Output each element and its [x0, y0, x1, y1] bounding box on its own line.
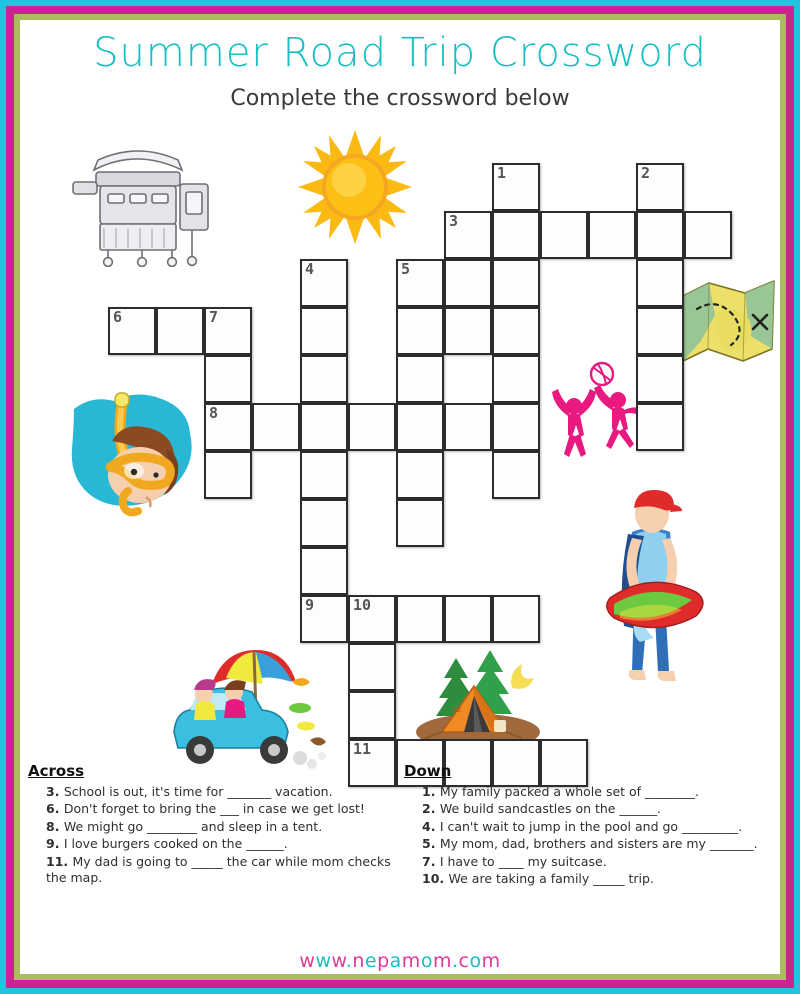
- cell-number: 6: [113, 308, 123, 326]
- grid-cell[interactable]: [540, 211, 588, 259]
- down-clue-5: [422, 836, 772, 853]
- footer-char: w: [315, 950, 332, 972]
- grid-cell-numbered-3[interactable]: [444, 211, 492, 259]
- down-clue-7: [422, 854, 772, 871]
- grid-cell[interactable]: [396, 355, 444, 403]
- grid-cell-numbered-6[interactable]: [108, 307, 156, 355]
- grid-cell[interactable]: [492, 451, 540, 499]
- grid-cell-numbered-8[interactable]: [204, 403, 252, 451]
- footer-char: o: [469, 950, 482, 972]
- across-column: [28, 762, 396, 889]
- grid-cell-numbered-9[interactable]: [300, 595, 348, 643]
- grid-cell[interactable]: [444, 307, 492, 355]
- grid-cell[interactable]: [300, 451, 348, 499]
- cell-number: 1: [497, 164, 507, 182]
- cell-number: 2: [641, 164, 651, 182]
- footer-char: c: [458, 950, 470, 972]
- across-clue-6: [46, 801, 396, 818]
- clue-number: 1.: [422, 783, 440, 799]
- grid-cell[interactable]: [444, 259, 492, 307]
- grid-cell[interactable]: [396, 403, 444, 451]
- clue-text: I can't wait to jump in the pool and go _________.: [439, 818, 743, 834]
- page-subtitle: Complete the crossword below: [230, 86, 570, 111]
- footer-char: w: [331, 950, 346, 972]
- clue-number: 10.: [422, 871, 449, 887]
- footer-char: e: [364, 950, 378, 972]
- grid-cell[interactable]: [396, 595, 444, 643]
- down-column: [404, 762, 772, 889]
- grid-cell[interactable]: [396, 499, 444, 547]
- footer-char: p: [377, 950, 390, 972]
- across-clue-list: [28, 784, 396, 887]
- cell-number: 10: [353, 596, 372, 614]
- clue-text: My dad is going to _____ the car while mom checks the map.: [46, 853, 391, 886]
- footer-url[interactable]: [20, 950, 780, 972]
- grid-cell[interactable]: [300, 547, 348, 595]
- grid-cell[interactable]: [492, 595, 540, 643]
- grid-cell[interactable]: [636, 211, 684, 259]
- clue-number: 6.: [46, 801, 64, 817]
- clue-text: My family packed a whole set of ________.: [439, 783, 700, 799]
- grid-cell[interactable]: [300, 307, 348, 355]
- clue-text: School is out, it's time for _______ vacation.: [63, 783, 333, 799]
- footer-char: .: [451, 950, 459, 972]
- svg-text:zz: zz: [452, 705, 462, 715]
- footer-char: n: [352, 950, 365, 972]
- grid-cell[interactable]: [396, 307, 444, 355]
- grid-cell[interactable]: [300, 355, 348, 403]
- clue-number: 3.: [46, 783, 64, 799]
- cell-number: 4: [305, 260, 315, 278]
- footer-char: .: [345, 950, 353, 972]
- down-clue-2: [422, 801, 772, 818]
- grid-cell-numbered-2[interactable]: [636, 163, 684, 211]
- grid-cell[interactable]: [636, 355, 684, 403]
- grid-cell[interactable]: [348, 691, 396, 739]
- grid-cell[interactable]: [348, 403, 396, 451]
- grid-cell[interactable]: [300, 499, 348, 547]
- clue-number: 8.: [46, 818, 64, 834]
- clue-number: 5.: [422, 836, 440, 852]
- clue-number: 9.: [46, 836, 64, 852]
- down-clue-4: [422, 819, 772, 836]
- clue-text: We are taking a family _____ trip.: [448, 871, 654, 887]
- clue-text: Don't forget to bring the ___ in case we get lost!: [63, 801, 365, 817]
- grid-cell[interactable]: [492, 307, 540, 355]
- grid-cell[interactable]: [492, 259, 540, 307]
- clue-number: 2.: [422, 801, 440, 817]
- grid-cell-numbered-1[interactable]: [492, 163, 540, 211]
- grid-cell[interactable]: [636, 259, 684, 307]
- grid-cell[interactable]: [636, 403, 684, 451]
- down-heading: Down: [404, 762, 452, 780]
- grid-cell[interactable]: [204, 355, 252, 403]
- cell-number: 9: [305, 596, 315, 614]
- clue-number: 11.: [46, 853, 73, 869]
- grid-cell-numbered-4[interactable]: [300, 259, 348, 307]
- grid-cell[interactable]: [156, 307, 204, 355]
- page-title: Summer Road Trip Crossword: [93, 30, 707, 76]
- grid-cell[interactable]: [444, 403, 492, 451]
- across-clue-11: [46, 854, 396, 887]
- grid-cell[interactable]: [684, 211, 732, 259]
- clue-text: I love burgers cooked on the ______.: [63, 836, 288, 852]
- clue-text: We build sandcastles on the ______.: [439, 801, 661, 817]
- across-clue-8: [46, 819, 396, 836]
- grid-cell[interactable]: [252, 403, 300, 451]
- cell-number: 5: [401, 260, 411, 278]
- grid-cell-numbered-7[interactable]: [204, 307, 252, 355]
- grid-cell-numbered-5[interactable]: [396, 259, 444, 307]
- cell-number: 11: [353, 740, 372, 758]
- clue-number: 7.: [422, 853, 440, 869]
- down-clue-1: [422, 784, 772, 801]
- grid-cell[interactable]: [492, 403, 540, 451]
- across-clue-9: [46, 836, 396, 853]
- grid-cell[interactable]: [492, 211, 540, 259]
- footer-char: a: [389, 950, 402, 972]
- footer-char: m: [481, 950, 501, 972]
- down-clue-list: [404, 784, 772, 888]
- clue-text: My mom, dad, brothers and sisters are my _______.: [439, 836, 758, 852]
- grid-cell[interactable]: [492, 355, 540, 403]
- grid-cell-numbered-10[interactable]: [348, 595, 396, 643]
- across-clue-3: [46, 784, 396, 801]
- clue-text: I have to ____ my suitcase.: [439, 853, 607, 869]
- worksheet-content: [20, 20, 780, 974]
- grid-cell[interactable]: [588, 211, 636, 259]
- grid-cell[interactable]: [444, 595, 492, 643]
- down-clue-10: [422, 871, 772, 888]
- footer-char: m: [432, 950, 452, 972]
- clues-section: [28, 762, 772, 889]
- footer-char: o: [420, 950, 433, 972]
- clue-number: 4.: [422, 818, 440, 834]
- footer-char: w: [299, 950, 316, 972]
- footer-char: m: [401, 950, 421, 972]
- grid-cell[interactable]: [636, 307, 684, 355]
- grid-cell[interactable]: [204, 451, 252, 499]
- cell-number: 7: [209, 308, 219, 326]
- across-heading: Across: [28, 762, 85, 780]
- grid-cell[interactable]: [348, 643, 396, 691]
- cell-number: 8: [209, 404, 219, 422]
- grid-cell[interactable]: [396, 451, 444, 499]
- cell-number: 3: [449, 212, 459, 230]
- grid-cell[interactable]: [300, 403, 348, 451]
- clue-text: We might go ________ and sleep in a tent.: [63, 818, 323, 834]
